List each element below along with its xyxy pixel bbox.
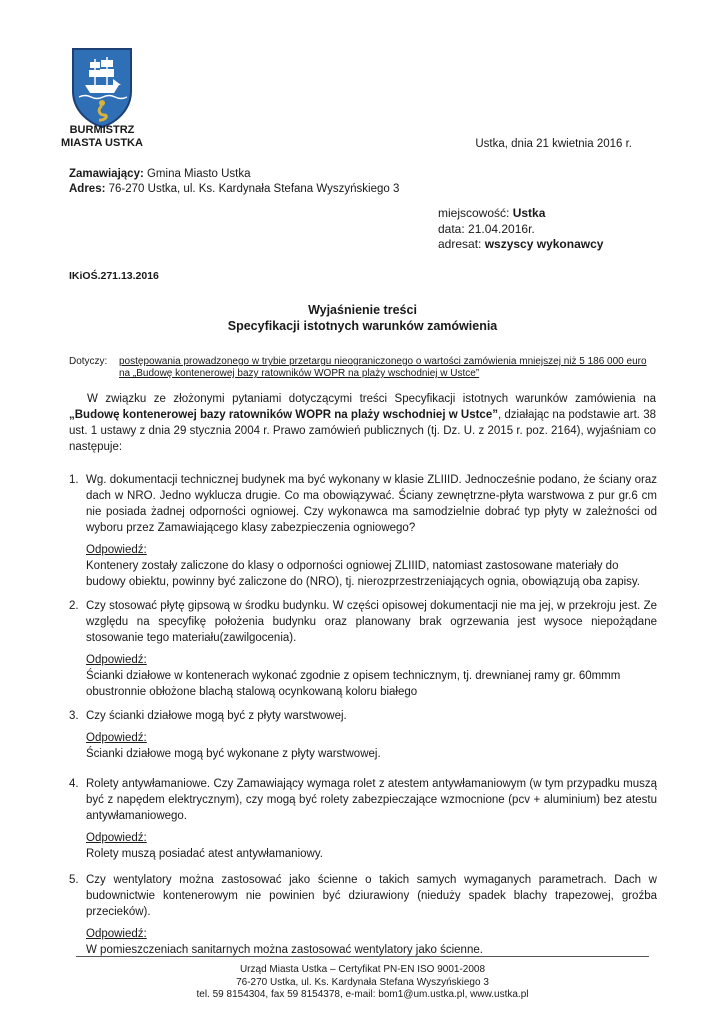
question-item	[69, 776, 657, 862]
date-line: data: 21.04.2016r.	[438, 221, 535, 236]
place-value: Ustka	[512, 206, 546, 220]
footer-line3: tel. 59 8154304, fax 59 8154378, e-mail: bom1@um.ustka.pl, www.ustka.pl	[196, 989, 529, 1000]
question-item	[69, 872, 657, 958]
answer-label: Odpowiedź:	[86, 732, 147, 744]
title-line1: Wyjaśnienie treści	[308, 303, 417, 317]
recipient-block	[438, 206, 603, 253]
answer-text: Kontenery zostały zaliczone do klasy o odporności ogniowej ZLIIID, natomiast zastosowane materiały do budowy obiektu, powinny być zaliczone do (NRO), tj. nierozprzestrzeniających ognia, obowiązują oba zapisy.	[86, 560, 640, 588]
orderer-block	[69, 167, 399, 197]
footer-line1: Urząd Miasta Ustka – Certyfikat PN-EN ISO 9001-2008	[239, 964, 486, 975]
addressee-label: adresat:	[438, 237, 485, 251]
intro-part2: , działając na podstawie art. 38 ust. 1 ustawy z dnia 29 stycznia 2004 r. Prawo zamówień publicznych (tj. Dz. U. z 2015 r. poz. 2164), wyjaśniam co następuje:	[69, 409, 656, 453]
subject-label: Dotyczy:	[69, 356, 108, 367]
answer-label: Odpowiedź:	[86, 832, 147, 844]
answer-text: Rolety muszą posiadać atest antywłamaniowy.	[86, 848, 323, 860]
intro-paragraph	[69, 391, 656, 455]
document-title	[0, 302, 725, 334]
question-item	[69, 598, 657, 700]
answer-label: Odpowiedź:	[86, 544, 147, 556]
question-text: Czy stosować płytę gipsową w środku budynku. W części opisowej dokumentacji nie ma jej, w przekroju jest. Ze względu na specyfikę położenia budynku oraz planowany brak ogrzewania jest wysoce niepożądane stosowanie tego materiału(zawilgocenia).	[86, 600, 657, 644]
answer-text: W pomieszczeniach sanitarnych można zastosować wentylatory jako ścienne.	[86, 944, 483, 956]
orderer-value: Gmina Miasto Ustka	[143, 168, 251, 180]
question-text: Czy wentylatory można zastosować jako ścienne o takich samych wymaganych parametrach. Dach w budownictwie kontenerowym nie powinien być dziurawiony (nieduży spadek blachy trapezowej, groźba przecieków).	[86, 874, 657, 918]
answer-label: Odpowiedź:	[86, 928, 147, 940]
address-value: 76-270 Ustka, ul. Ks. Kardynała Stefana Wyszyńskiego 3	[105, 183, 400, 195]
place-label: miejscowość:	[438, 206, 513, 220]
question-text: Rolety antywłamaniowe. Czy Zamawiający wymaga rolet z atestem antywłamaniowym (w tym przypadku muszą być z napędem elektrycznym), czy mogą być rolety zabezpieczające wzmocnione (pcv + aluminium) bez atestu antywłamaniowego.	[86, 778, 657, 822]
addressee-value: wszyscy wykonawcy	[484, 237, 604, 251]
question-number: 2.	[69, 600, 79, 612]
title-line2: Specyfikacji istotnych warunków zamówienia	[227, 319, 498, 333]
place-date: Ustka, dnia 21 kwietnia 2016 r.	[475, 138, 632, 150]
question-text: Czy ścianki działowe mogą być z płyty warstwowej.	[86, 710, 347, 722]
intro-part1: W związku ze złożonymi pytaniami dotyczącymi treści Specyfikacji istotnych warunków zamówienia na	[87, 393, 656, 405]
reference-number: IKiOŚ.271.13.2016	[69, 270, 159, 282]
footer-line2: 76-270 Ustka, ul. Ks. Kardynała Stefana Wyszyńskiego 3	[236, 976, 489, 988]
issuer-block	[46, 124, 158, 150]
question-number: 5.	[69, 874, 79, 886]
answer-label: Odpowiedź:	[86, 654, 147, 666]
orderer-label: Zamawiający:	[69, 168, 144, 180]
footer	[0, 964, 725, 1002]
footer-divider	[76, 956, 649, 957]
ustka-coat-of-arms-icon	[69, 45, 135, 129]
intro-bold: „Budowę kontenerowej bazy ratowników WOPR na plaży wschodniej w Ustce”	[69, 409, 498, 421]
answer-text: Ścianki działowe mogą być wykonane z płyty warstwowej.	[86, 748, 381, 760]
question-item	[69, 472, 657, 590]
question-number: 3.	[69, 710, 79, 722]
issuer-line1: BURMISTRZ	[69, 124, 135, 136]
question-item	[69, 708, 657, 762]
question-text: Wg. dokumentacji technicznej budynek ma być wykonany w klasie ZLIIID. Jednocześnie podano, że ściany oraz dach w NRO. Jedno wyklucza drugie. Co ma obowiązywać. Ściany zewnętrzne-płyta warstwowa z pur gr.6 cm nie posiada żadnej odporności ogniowej. Czy wykonawca ma samodzielnie dobrać typ płyty w zależności od wyboru przez Zamawiającego klasy zabezpieczenia ogniowego?	[86, 474, 657, 534]
address-label: Adres:	[69, 183, 106, 195]
subject-text: postępowania prowadzonego w trybie przetargu nieograniczonego o wartości zamówienia mniejszej niż 5 186 000 euro na „Budowę kontenerowej bazy ratowników WOPR na plaży wschodniej w Ustce”	[119, 356, 647, 379]
issuer-line2: MIASTA USTKA	[61, 137, 143, 149]
question-number: 1.	[69, 474, 79, 486]
question-number: 4.	[69, 778, 79, 790]
answer-text: Ścianki działowe w kontenerach wykonać zgodnie z opisem technicznym, tj. drewnianej ramy gr. 60mmm obustronnie obłożone blachą stalową ocynkowaną koloru białego	[86, 670, 621, 698]
